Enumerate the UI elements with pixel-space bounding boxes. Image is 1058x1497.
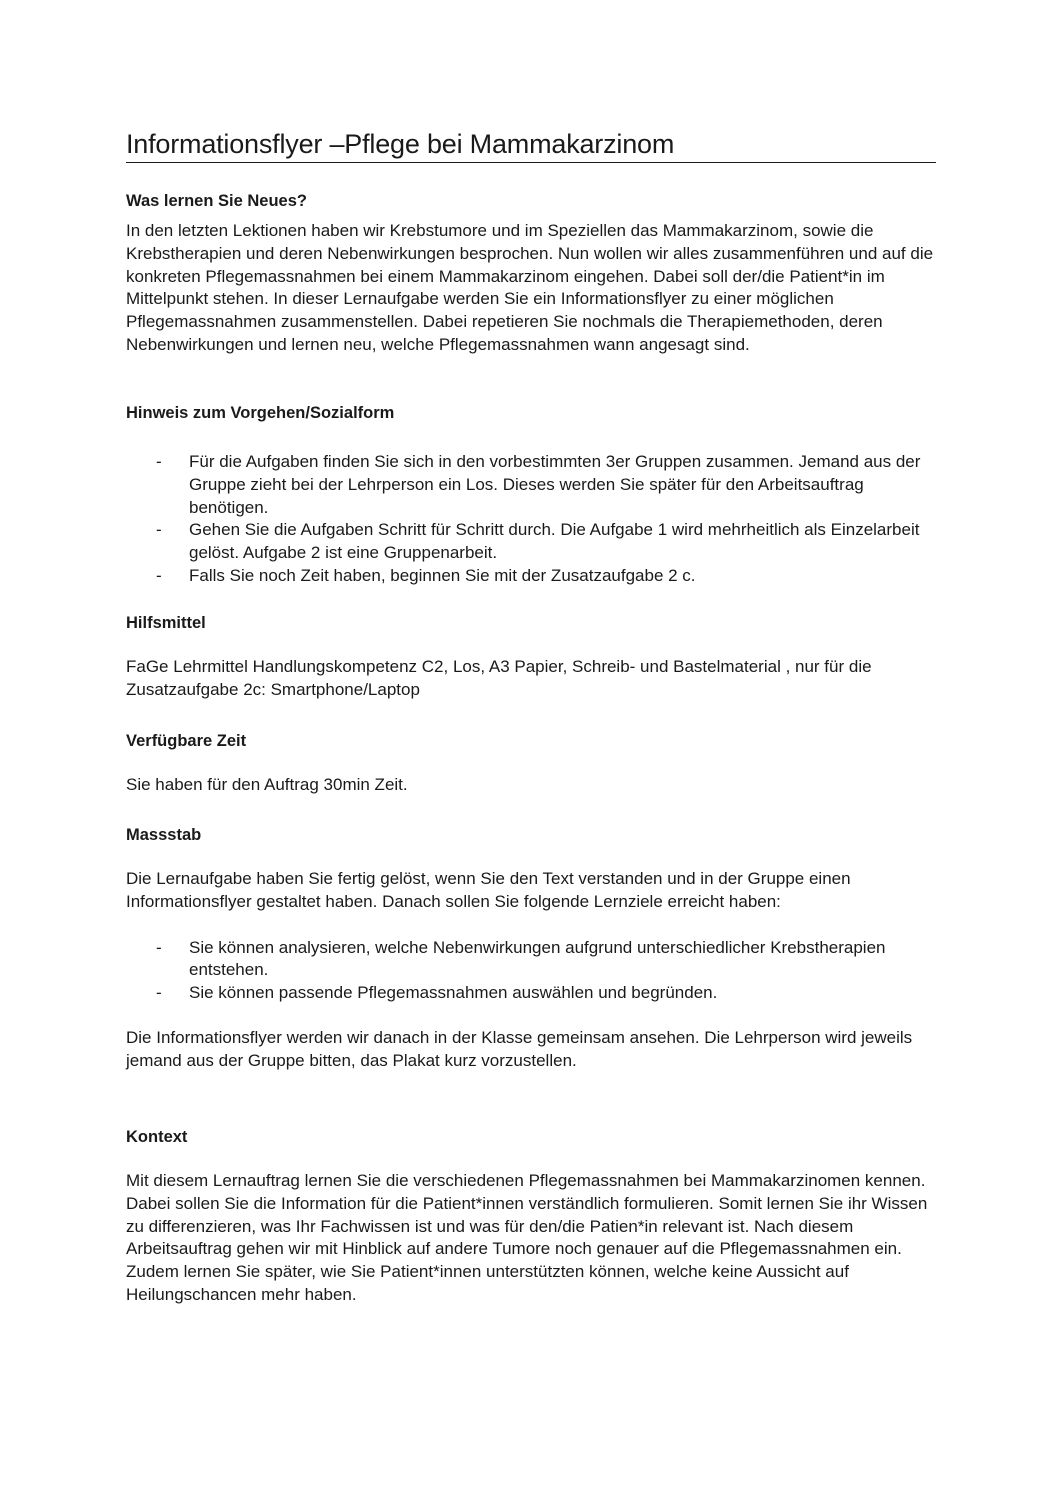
section-zeit — [126, 730, 936, 797]
list-item — [126, 937, 936, 983]
list-item — [126, 565, 936, 588]
section-body: In den letzten Lektionen haben wir Krebstumore und im Speziellen das Mammakarzinom, sowie die Krebstherapien und deren Nebenwirkungen besprochen. Nun wollen wir alles zusammenführen und auf die konkreten Pflegemassnahmen bei einem Mammakarzinom eingehen. Dabei soll der/die Patient*in im Mittelpunkt stehen. In dieser Lernaufgabe werden Sie ein Informationsflyer zu einer möglichen Pflegemassnahmen zusammenstellen. Dabei repetieren Sie nochmals die Therapiemethoden, deren Nebenwirkungen und lernen neu, welche Pflegemassnahmen wann angesagt sind. — [126, 221, 934, 354]
list-item-text: Sie können passende Pflegemassnahmen auswählen und begründen. — [189, 983, 718, 1003]
section-body: Sie haben für den Auftrag 30min Zeit. — [126, 775, 408, 794]
section-body: Die Lernaufgabe haben Sie fertig gelöst, wenn Sie den Text verstanden und in der Gruppe einen Informationsflyer gestaltet haben. Danach sollen Sie folgende Lernziele erreicht haben: — [126, 869, 851, 911]
section-heading: Verfügbare Zeit — [126, 732, 247, 750]
section-closing: Die Informationsflyer werden wir danach in der Klasse gemeinsam ansehen. Die Lehrperson wird jeweils jemand aus der Gruppe bitten, das Plakat kurz vorzustellen. — [126, 1027, 913, 1070]
section-was-lernen — [126, 190, 936, 357]
section-massstab — [126, 824, 936, 1073]
section-body: FaGe Lehrmittel Handlungskompetenz C2, Los, A3 Papier, Schreib- und Bastelmaterial , nur für die Zusatzaufgabe 2c: Smartphone/Laptop — [126, 657, 872, 699]
document-page — [126, 128, 936, 1304]
section-heading: Hilfsmittel — [126, 614, 206, 632]
list-item-text: Falls Sie noch Zeit haben, beginnen Sie mit der Zusatzaufgabe 2 c. — [189, 565, 696, 585]
section-heading: Hinweis zum Vorgehen/Sozialform — [126, 404, 395, 422]
section-hinweis — [126, 402, 936, 588]
section-heading: Kontext — [126, 1128, 188, 1146]
list-item-text: Für die Aufgaben finden Sie sich in den vorbestimmten 3er Gruppen zusammen. Jemand aus der Gruppe zieht bei der Lehrperson ein Los. Dieses werden Sie später für den Arbeitsauftrag benötigen. — [189, 452, 921, 517]
section-heading: Was lernen Sie Neues? — [126, 192, 307, 210]
section-hilfsmittel — [126, 612, 936, 702]
document-title: Informationsflyer –Pflege bei Mammakarzinom — [126, 128, 936, 163]
massstab-list — [126, 937, 936, 1005]
list-marker: - — [156, 520, 162, 540]
list-marker: - — [156, 452, 162, 471]
list-marker: - — [156, 983, 162, 1003]
list-item — [126, 982, 936, 1005]
list-item — [126, 519, 936, 565]
section-body: Mit diesem Lernauftrag lernen Sie die verschiedenen Pflegemassnahmen bei Mammakarzinomen kennen. Dabei sollen Sie die Information für die Patient*innen verständlich formulieren. Somit lernen Sie ihr Wissen zu differenzieren, was Ihr Fachwissen ist und was für den/die Patien*in relevant ist. Nach diesem Arbeitsauftrag gehen wir mit Hinblick auf andere Tumore noch genauer auf die Pflegemassnahmen ein. Zudem lernen Sie später, wie Sie Patient*innen unterstützten können, welche keine Aussicht auf Heilungschancen mehr haben. — [126, 1171, 928, 1304]
list-item-text: Gehen Sie die Aufgaben Schritt für Schritt durch. Die Aufgabe 1 wird mehrheitlich als Einzelarbeit gelöst. Aufgabe 2 ist eine Gruppenarbeit. — [189, 520, 920, 563]
list-marker: - — [156, 937, 162, 957]
list-item-text: Sie können analysieren, welche Nebenwirkungen aufgrund unterschiedlicher Krebstherapien entstehen. — [189, 937, 886, 980]
section-kontext — [126, 1126, 936, 1307]
list-item — [126, 451, 936, 519]
list-marker: - — [156, 565, 162, 585]
section-heading: Massstab — [126, 826, 202, 844]
hinweis-list — [126, 451, 936, 588]
